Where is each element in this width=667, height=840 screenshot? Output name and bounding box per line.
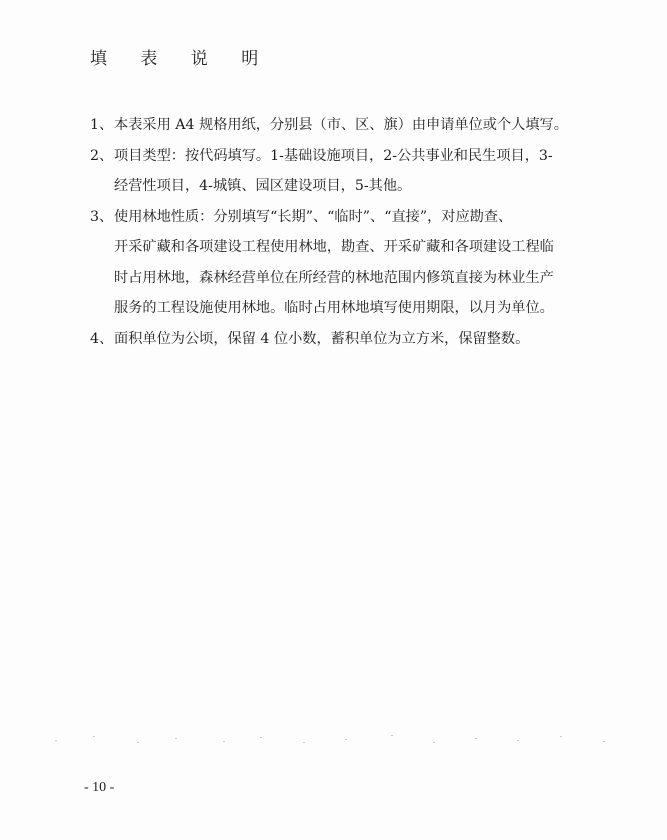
item-text-line: 面积单位为公顷，保留 4 位小数，蓄积单位为立方米，保留整数。 xyxy=(114,330,530,347)
item-text-line: 开采矿藏和各项建设工程使用林地，勘查、开采矿藏和各项建设工程临 xyxy=(114,239,554,255)
item-number: 3、 xyxy=(90,208,114,225)
item-text-line: 服务的工程设施使用林地。临时占用林地填写使用期限，以月为单位。 xyxy=(114,300,554,316)
instruction-item-1 xyxy=(90,110,590,141)
item-text-line: 时占用林地，森林经营单位在所经营的林地范围内修筑直接为林业生产 xyxy=(114,269,554,286)
instruction-item-4 xyxy=(90,324,590,355)
page-title: 填 表 说 明 xyxy=(90,49,273,69)
instruction-item-3 xyxy=(90,202,590,324)
instructions-list xyxy=(90,110,590,354)
item-text-line: 经营性项目，4-城镇、园区建设项目，5-其他。 xyxy=(114,178,412,194)
page-number: - 10 - xyxy=(84,780,115,795)
item-text-line: 本表采用 A4 规格用纸，分别县（市、区、旗）由申请单位或个人填写。 xyxy=(114,117,568,133)
item-text-line: 项目类型：按代码填写。1-基础设施项目，2-公共事业和民生项目，3- xyxy=(114,147,553,164)
item-number: 2、 xyxy=(90,147,114,164)
scan-noise xyxy=(55,730,615,750)
item-number: 4、 xyxy=(90,330,114,347)
item-text-line: 使用林地性质：分别填写“长期”、“临时”、“直接”，对应勘查、 xyxy=(114,208,513,225)
item-number: 1、 xyxy=(90,117,114,133)
instruction-item-2 xyxy=(90,141,590,202)
